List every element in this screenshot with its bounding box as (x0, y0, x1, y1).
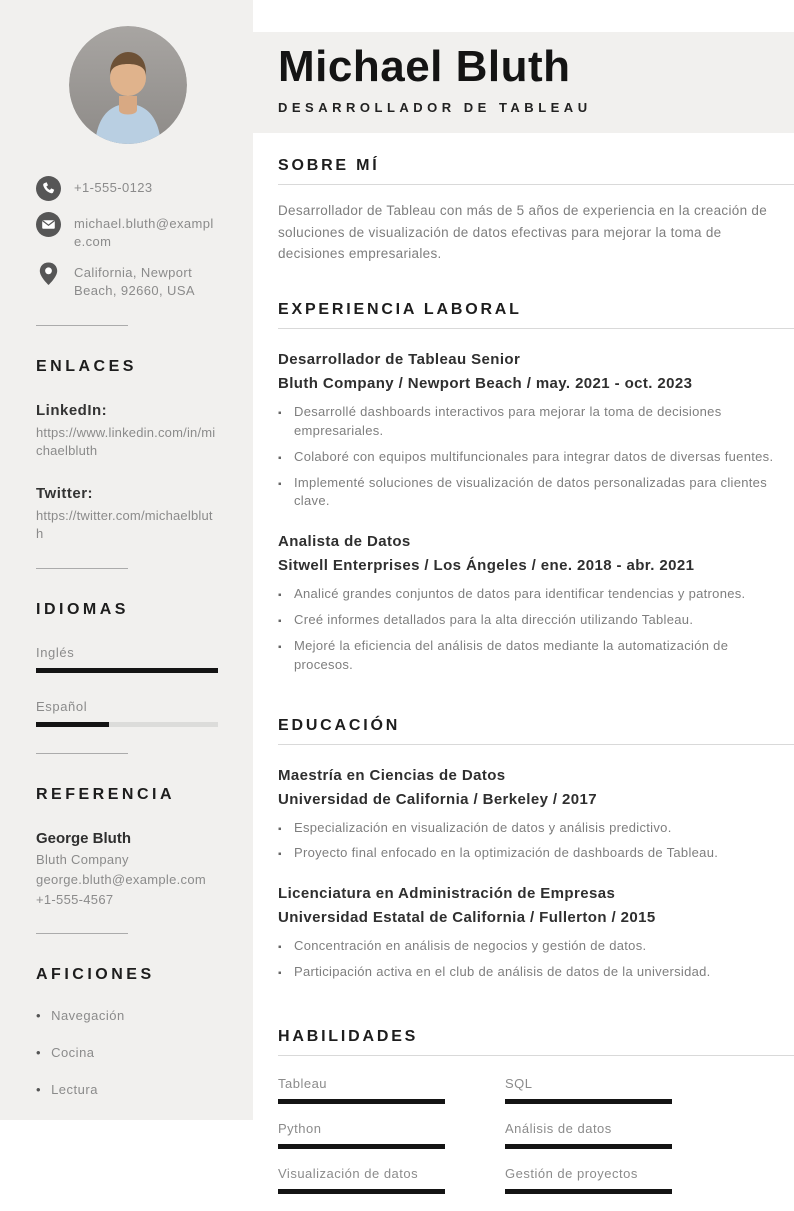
skills-column-left (278, 1076, 445, 1211)
bullet-text: Proyecto final enfocado en la optimización de dashboards de Tableau. (294, 845, 719, 861)
link-item-twitter (36, 485, 219, 542)
hobby-item (36, 1082, 219, 1097)
job-entry (278, 533, 794, 674)
degree-title: Licenciatura en Administración de Empresas (278, 885, 616, 903)
language-bar-fill (36, 668, 218, 673)
bullet-item (278, 844, 783, 863)
job-meta: Bluth Company / Newport Beach / may. 2021 - oct. 2023 (278, 374, 693, 392)
job-title: Analista de Datos (278, 533, 411, 551)
education-heading: EDUCACIÓN (278, 716, 401, 734)
hobby-item (36, 1008, 219, 1023)
email-icon (36, 212, 61, 237)
sidebar-divider (36, 933, 128, 934)
section-rule (278, 1055, 794, 1056)
bullet-icon: • (36, 1082, 42, 1098)
degree-bullets (278, 819, 794, 864)
hobby-item (36, 1045, 219, 1060)
bullet-icon: ▪ (278, 452, 282, 464)
sidebar (0, 0, 253, 1120)
content-area (253, 157, 794, 1211)
sidebar-divider (36, 325, 128, 326)
skill-item (505, 1076, 672, 1104)
email-address: michael.bluth@example.com (74, 216, 214, 249)
skill-item (278, 1076, 445, 1104)
degree-meta: Universidad de California / Berkeley / 2017 (278, 790, 598, 808)
header (253, 32, 794, 133)
twitter-label: Twitter: (36, 485, 94, 503)
language-bar (36, 722, 218, 727)
phone-number: +1-555-0123 (74, 180, 153, 195)
skill-bar (505, 1189, 672, 1194)
bullet-text: Participación activa en el club de análisis de datos de la universidad. (294, 964, 711, 980)
about-heading: SOBRE MÍ (278, 157, 380, 175)
language-item-spanish (36, 699, 219, 727)
job-bullets (278, 585, 794, 674)
skill-name: Análisis de datos (505, 1120, 612, 1136)
job-entry (278, 351, 794, 511)
bullet-item (278, 819, 783, 838)
skill-name: SQL (505, 1075, 533, 1091)
language-item-english (36, 645, 219, 673)
bullet-icon: ▪ (278, 849, 282, 861)
bullet-item (278, 937, 783, 956)
section-rule (278, 328, 794, 329)
bullet-item (278, 585, 783, 604)
linkedin-label: LinkedIn: (36, 402, 108, 420)
bullet-item (278, 474, 783, 512)
location-pin-icon (36, 261, 61, 286)
bullet-icon: ▪ (278, 590, 282, 602)
hobby-label: Navegación (51, 1008, 125, 1024)
bullet-icon: • (36, 1008, 42, 1024)
bullet-icon: ▪ (278, 478, 282, 490)
hobbies-list (36, 1008, 219, 1097)
skill-bar (278, 1099, 445, 1104)
bullet-text: Creé informes detallados para la alta dirección utilizando Tableau. (294, 612, 694, 628)
skill-item (505, 1166, 672, 1194)
reference-phone: +1-555-4567 (36, 892, 114, 908)
section-experience (278, 301, 794, 675)
skill-name: Tableau (278, 1075, 328, 1091)
skill-name: Gestión de proyectos (505, 1165, 638, 1181)
skill-bar (505, 1144, 672, 1149)
skill-item (278, 1166, 445, 1194)
twitter-url[interactable]: https://twitter.com/michaelbluth (36, 508, 213, 541)
main-content (253, 0, 794, 1181)
skill-item (278, 1121, 445, 1149)
section-skills (278, 1028, 794, 1211)
bullet-text: Mejoré la eficiencia del análisis de datos mediante la automatización de procesos. (294, 637, 729, 672)
contact-email (36, 212, 219, 250)
sidebar-divider (36, 568, 128, 569)
bullet-item (278, 611, 783, 630)
phone-icon (36, 176, 61, 201)
profile-photo-image (69, 26, 187, 144)
section-education (278, 717, 794, 982)
profile-photo (69, 26, 187, 144)
location-text: California, Newport Beach, 92660, USA (74, 265, 195, 298)
hobby-label: Cocina (51, 1045, 95, 1061)
bullet-icon: • (36, 1045, 42, 1061)
bullet-icon: ▪ (278, 641, 282, 653)
skill-bar (278, 1144, 445, 1149)
bullet-text: Implementé soluciones de visualización de datos personalizadas para clientes clave. (294, 474, 768, 509)
degree-title: Maestría en Ciencias de Datos (278, 766, 506, 784)
hobbies-heading: AFICIONES (36, 966, 155, 984)
reference-card (36, 830, 219, 907)
job-title: Desarrollador de Tableau Senior (278, 350, 521, 368)
bullet-icon: ▪ (278, 407, 282, 419)
bullet-text: Concentración en análisis de negocios y gestión de datos. (294, 938, 647, 954)
bullet-item (278, 403, 783, 441)
linkedin-url[interactable]: https://www.linkedin.com/in/michaelbluth (36, 425, 216, 458)
skills-grid (278, 1076, 794, 1211)
skills-column-right (505, 1076, 672, 1211)
person-name: Michael Bluth (278, 42, 571, 91)
skill-name: Visualización de datos (278, 1165, 419, 1181)
job-meta: Sitwell Enterprises / Los Ángeles / ene. 2018 - abr. 2021 (278, 557, 695, 575)
bullet-icon: ▪ (278, 616, 282, 628)
section-about (278, 157, 794, 265)
experience-heading: EXPERIENCIA LABORAL (278, 300, 522, 318)
reference-heading: REFERENCIA (36, 786, 176, 804)
contact-location (36, 261, 219, 299)
bullet-item (278, 448, 783, 467)
languages-heading: IDIOMAS (36, 601, 129, 619)
language-name: Inglés (36, 645, 75, 661)
bullet-text: Analicé grandes conjuntos de datos para identificar tendencias y patrones. (294, 586, 746, 602)
bullet-icon: ▪ (278, 942, 282, 954)
bullet-icon: ▪ (278, 968, 282, 980)
skill-name: Python (278, 1120, 322, 1136)
bullet-text: Desarrollé dashboards interactivos para mejorar la toma de decisiones empresariales. (294, 403, 722, 438)
language-bar-fill (36, 722, 109, 727)
reference-company: Bluth Company (36, 852, 129, 868)
contact-info (36, 176, 219, 299)
bullet-item (278, 963, 783, 982)
about-text: Desarrollador de Tableau con más de 5 años de experiencia en la creación de soluciones de visualización de datos efectivas para mejorar la toma de decisiones empresariales. (278, 203, 768, 262)
reference-email: george.bluth@example.com (36, 872, 206, 888)
contact-phone (36, 176, 219, 201)
language-bar (36, 668, 218, 673)
bullet-icon: ▪ (278, 823, 282, 835)
bullet-text: Colaboré con equipos multifuncionales para integrar datos de diversas fuentes. (294, 448, 774, 464)
links-heading: ENLACES (36, 358, 137, 376)
degree-bullets (278, 937, 794, 982)
person-title: DESARROLLADOR DE TABLEAU (278, 100, 592, 116)
skills-heading: HABILIDADES (278, 1027, 419, 1045)
bullet-text: Especialización en visualización de datos y análisis predictivo. (294, 819, 672, 835)
skill-bar (278, 1189, 445, 1194)
degree-meta: Universidad Estatal de California / Fullerton / 2015 (278, 909, 656, 927)
section-rule (278, 184, 794, 185)
education-entry (278, 767, 794, 864)
language-name: Español (36, 699, 88, 715)
job-bullets (278, 403, 794, 511)
bullet-item (278, 637, 783, 675)
education-entry (278, 885, 794, 982)
top-spacer (253, 0, 794, 32)
reference-name: George Bluth (36, 830, 132, 848)
hobby-label: Lectura (51, 1082, 98, 1098)
section-rule (278, 744, 794, 745)
link-item-linkedin (36, 402, 219, 459)
skill-item (505, 1121, 672, 1149)
sidebar-divider (36, 753, 128, 754)
skill-bar (505, 1099, 672, 1104)
